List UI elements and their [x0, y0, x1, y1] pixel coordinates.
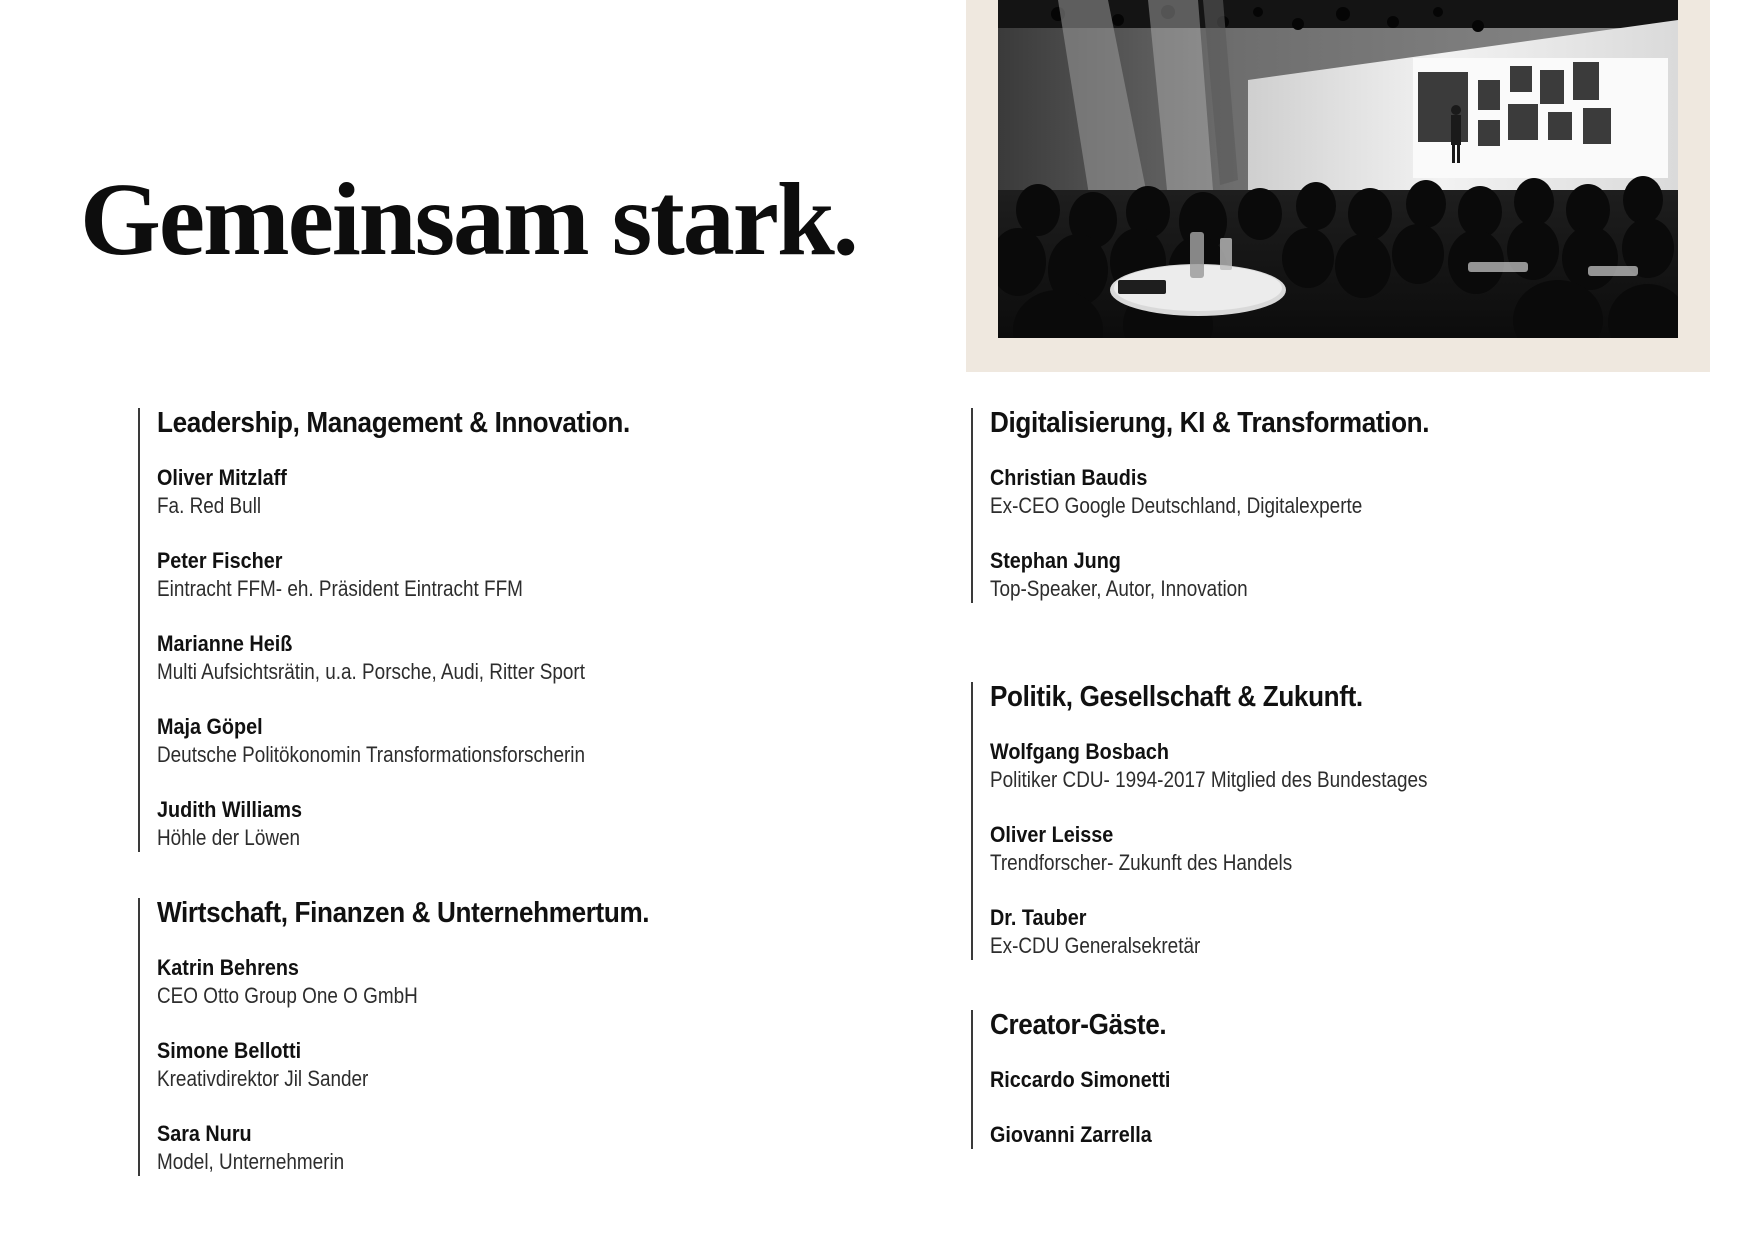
speaker-name: Katrin Behrens: [157, 954, 299, 980]
conference-photo: [998, 0, 1678, 338]
section-digitalisierung: [971, 408, 1691, 603]
section-heading: Creator-Gäste.: [990, 1009, 1167, 1041]
photo-frame: [966, 0, 1710, 372]
conference-audience-illustration: [998, 0, 1678, 338]
section-creator: [971, 1010, 1691, 1149]
speaker-name: Christian Baudis: [990, 464, 1148, 490]
speaker-name: Oliver Leisse: [990, 821, 1114, 847]
speaker-role: CEO Otto Group One O GmbH: [157, 982, 418, 1008]
speaker-name: Giovanni Zarrella: [990, 1121, 1152, 1147]
speaker-entry: [990, 547, 1691, 603]
speaker-name: Peter Fischer: [157, 547, 283, 573]
speaker-entry: [990, 821, 1691, 877]
section-heading: Leadership, Management & Innovation.: [157, 407, 630, 439]
speaker-entry: [157, 796, 898, 852]
speaker-name: Sara Nuru: [157, 1120, 252, 1146]
speaker-entry: [157, 713, 898, 769]
speaker-entry: [990, 464, 1691, 520]
section-leadership: [138, 408, 898, 852]
section-politik: [971, 682, 1691, 960]
speaker-entry: [990, 738, 1691, 794]
speaker-name: Maja Göpel: [157, 713, 263, 739]
speaker-name: Oliver Mitzlaff: [157, 464, 287, 490]
section-heading: Politik, Gesellschaft & Zukunft.: [990, 681, 1363, 713]
speaker-entry: [157, 1037, 898, 1093]
speaker-role: Top-Speaker, Autor, Innovation: [990, 575, 1248, 601]
speaker-entry: [157, 547, 898, 603]
speaker-entry: [990, 1066, 1691, 1094]
speaker-name: Riccardo Simonetti: [990, 1066, 1171, 1092]
speaker-role: Ex-CDU Generalsekretär: [990, 932, 1201, 958]
speaker-role: Kreativdirektor Jil Sander: [157, 1065, 369, 1091]
speaker-entry: [990, 904, 1691, 960]
speaker-entry: [990, 1121, 1691, 1149]
speaker-entry: [157, 630, 898, 686]
speaker-role: Fa. Red Bull: [157, 492, 262, 518]
speaker-name: Dr. Tauber: [990, 904, 1087, 930]
section-heading: Digitalisierung, KI & Transformation.: [990, 407, 1430, 439]
speaker-name: Stephan Jung: [990, 547, 1121, 573]
speaker-name: Simone Bellotti: [157, 1037, 302, 1063]
speaker-entry: [157, 464, 898, 520]
page-title: Gemeinsam stark.: [80, 162, 857, 277]
speaker-role: Trendforscher- Zukunft des Handels: [990, 849, 1293, 875]
speaker-name: Wolfgang Bosbach: [990, 738, 1169, 764]
section-heading: Wirtschaft, Finanzen & Unternehmertum.: [157, 897, 650, 929]
section-wirtschaft: [138, 898, 898, 1176]
speaker-role: Multi Aufsichtsrätin, u.a. Porsche, Audi, Ritter Sport: [157, 658, 585, 684]
speaker-role: Politiker CDU- 1994-2017 Mitglied des Bundestages: [990, 766, 1428, 792]
speaker-role: Model, Unternehmerin: [157, 1148, 345, 1174]
speaker-role: Deutsche Politökonomin Transformationsforscherin: [157, 741, 586, 767]
speaker-name: Marianne Heiß: [157, 630, 293, 656]
speaker-role: Ex-CEO Google Deutschland, Digitalexperte: [990, 492, 1363, 518]
speaker-role: Höhle der Löwen: [157, 824, 301, 850]
speaker-entry: [157, 1120, 898, 1176]
speaker-entry: [157, 954, 898, 1010]
speaker-name: Judith Williams: [157, 796, 303, 822]
speaker-role: Eintracht FFM- eh. Präsident Eintracht FFM: [157, 575, 523, 601]
